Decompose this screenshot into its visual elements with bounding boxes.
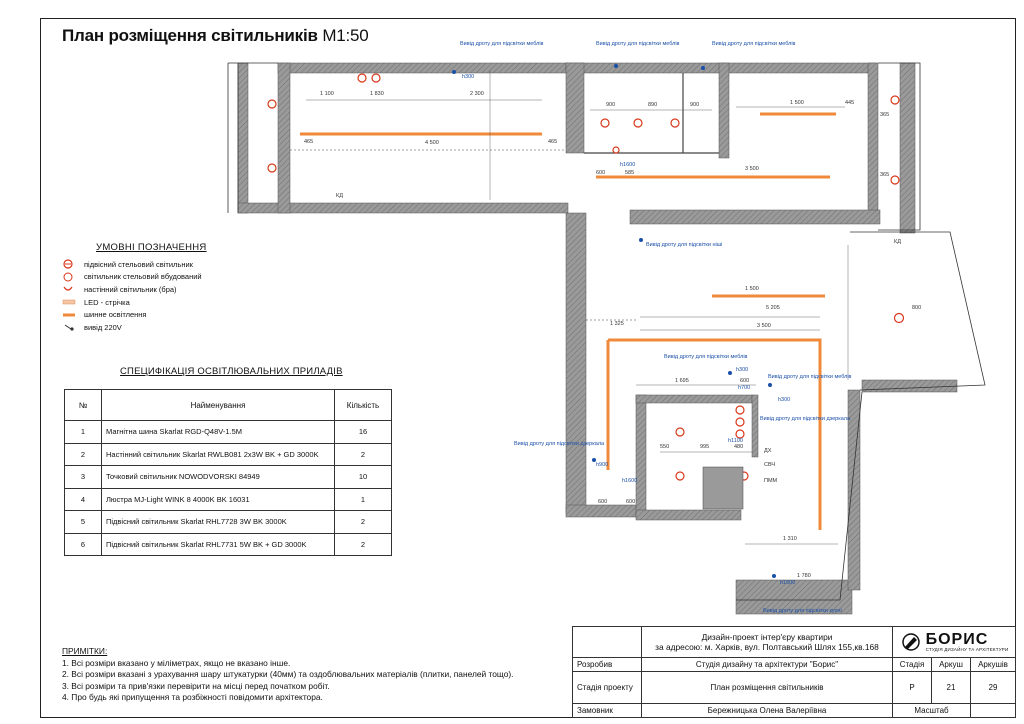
svg-text:585: 585 xyxy=(625,170,635,176)
note-item: 3. Всі розміри та прив'язки перевірити на місці перед початком робіт. xyxy=(62,680,330,691)
table-row: 2 Настінний світильник Skarlat RWLB081 2x3W BK + GD 3000K 2 xyxy=(65,443,392,466)
svg-text:445: 445 xyxy=(845,100,855,106)
developed-label: Розробив xyxy=(573,658,642,672)
wire-label-bedroom: Вивід дроту для підсвітки меблів xyxy=(712,41,796,47)
wire-label-living: Вивід дроту для підсвітки меблів xyxy=(460,41,544,47)
height-h300-c: h300 xyxy=(778,397,791,403)
sheets-col: Аркушів xyxy=(971,658,1016,672)
spec-col-no: № xyxy=(65,390,102,421)
svg-text:1 310: 1 310 xyxy=(783,536,797,542)
label-svch: СВЧ xyxy=(764,462,776,468)
wire-label-mirror-2: Вивід дроту для підсвітки дзеркала xyxy=(514,441,605,447)
svg-text:3 500: 3 500 xyxy=(745,166,759,172)
developed-value: Студія дизайну та архітектури "Борис" xyxy=(642,658,893,672)
svg-text:900: 900 xyxy=(690,102,700,108)
svg-text:465: 465 xyxy=(548,139,558,145)
spec-col-qty: Кількість xyxy=(335,390,392,421)
table-row: 6 Підвісний світильник Skarlat RHL7731 5W BK + GD 3000K 2 xyxy=(65,533,392,556)
legend-item xyxy=(62,321,202,334)
svg-text:480: 480 xyxy=(734,444,744,450)
svg-text:4 500: 4 500 xyxy=(425,140,439,146)
note-item: 1. Всі розміри вказано у міліметрах, якщо не вказано інше. xyxy=(62,657,291,668)
svg-text:600: 600 xyxy=(740,378,750,384)
project-line-2: за адресою: м. Харків, вул. Полтавський Шлях 155,кв.168 xyxy=(655,642,879,653)
svg-text:1 830: 1 830 xyxy=(370,91,384,97)
legend-label: LED - стрічка xyxy=(84,297,130,307)
svg-text:1 325: 1 325 xyxy=(610,321,624,327)
svg-text:1 100: 1 100 xyxy=(320,91,334,97)
wire-label-kitchen: Вивід дроту для підсвітки кухні xyxy=(763,608,842,614)
logo-name: БОРИС xyxy=(925,631,989,649)
legend xyxy=(62,258,202,334)
svg-text:600: 600 xyxy=(626,499,636,505)
legend-label: вивід 220V xyxy=(84,322,122,332)
legend-item xyxy=(62,258,202,271)
power-outlet-icon xyxy=(62,322,84,332)
track-light-icon xyxy=(62,310,84,320)
spec-heading: СПЕЦИФІКАЦІЯ ОСВІТЛЮВАЛЬНИХ ПРИЛАДІВ xyxy=(120,366,343,377)
svg-text:465: 465 xyxy=(304,139,314,145)
legend-label: підвісний стельовий світильник xyxy=(84,259,193,269)
title-scale: М1:50 xyxy=(322,26,369,45)
client-label: Замовник xyxy=(573,703,642,717)
table-row: 3 Точковий світильник NOWODVORSKI 84949 10 xyxy=(65,466,392,489)
legend-heading: УМОВНІ ПОЗНАЧЕННЯ xyxy=(96,242,207,253)
svg-text:3 500: 3 500 xyxy=(757,323,771,329)
height-h300-b: h300 xyxy=(736,367,749,373)
legend-item xyxy=(62,271,202,284)
height-h700: h700 xyxy=(738,385,751,391)
height-h1100: h1100 xyxy=(728,438,743,444)
height-h300-a: h300 xyxy=(462,74,475,80)
note-item: 4. Про будь які припущення та розбіжності повідомити архітектора. xyxy=(62,692,323,702)
table-row: 5 Підвісний світильник Skarlat RHL7728 3W BK 3000K 2 xyxy=(65,511,392,534)
spec-col-name: Найменування xyxy=(102,390,335,421)
led-strip-icon xyxy=(62,297,84,307)
label-kd-a: КД xyxy=(336,193,343,199)
label-pmm: ПММ xyxy=(764,478,778,484)
svg-text:890: 890 xyxy=(648,102,658,108)
pendant-ceiling-light-icon xyxy=(62,259,84,269)
svg-text:365: 365 xyxy=(880,112,890,118)
svg-text:5 205: 5 205 xyxy=(766,305,780,311)
recessed-ceiling-light-icon xyxy=(62,272,84,282)
svg-text:550: 550 xyxy=(660,444,670,450)
legend-item xyxy=(62,296,202,309)
svg-text:600: 600 xyxy=(596,170,606,176)
svg-text:600: 600 xyxy=(598,499,608,505)
height-h1600-b: h1600 xyxy=(622,478,638,484)
svg-text:1 500: 1 500 xyxy=(745,286,759,292)
sheet-col: Аркуш xyxy=(932,658,971,672)
svg-text:1 780: 1 780 xyxy=(797,573,811,579)
wire-label-hall: Вивід дроту для підсвітки меблів xyxy=(664,354,748,360)
wire-label-hall-2: Вивід дроту для підсвітки меблів xyxy=(768,374,852,380)
svg-text:1 500: 1 500 xyxy=(790,100,804,106)
legend-label: світильник стельовий вбудований xyxy=(84,272,202,282)
wall-sconce-icon xyxy=(62,284,84,294)
svg-text:900: 900 xyxy=(606,102,616,108)
stage-col: Стадія xyxy=(893,658,932,672)
studio-logo xyxy=(893,632,1015,652)
stage-value: Р xyxy=(893,672,932,703)
legend-item xyxy=(62,283,202,296)
notes xyxy=(62,646,514,704)
legend-item xyxy=(62,308,202,321)
height-h900: h900 xyxy=(596,462,609,468)
legend-label: настінний світильник (бра) xyxy=(84,284,177,294)
logo-icon xyxy=(900,633,922,651)
note-item: 2. Всі розміри вказані з урахування шару штукатурки (40мм) та оздоблювальних матеріалів (плитки, панелей тощо). xyxy=(62,669,514,679)
stage-label: Стадія проекту xyxy=(573,672,642,703)
svg-text:365: 365 xyxy=(880,172,890,178)
table-row: 1 Магнітна шина Skarlat RGD-Q48V-1.5M 16 xyxy=(65,421,392,444)
height-h1600-a: h1600 xyxy=(620,162,636,168)
title-block xyxy=(572,626,1016,718)
sheet-title: План розміщення світильників xyxy=(642,672,893,703)
wire-label-mirror: Вивід дроту для підсвітки дзеркала xyxy=(760,416,851,422)
wire-label-niche: Вивід дроту для підсвітки ніші xyxy=(646,242,723,248)
label-kd-b: КД xyxy=(894,239,901,245)
logo-subtitle: СТУДІЯ ДИЗАЙНУ ТА АРХІТЕКТУРИ xyxy=(925,647,1009,653)
sheets-value: 29 xyxy=(971,672,1016,703)
svg-text:995: 995 xyxy=(700,444,710,450)
title-text: План розміщення світильників xyxy=(62,26,318,45)
spec-table xyxy=(64,389,392,556)
scale-label: Масштаб xyxy=(893,703,971,717)
svg-text:800: 800 xyxy=(912,305,922,311)
label-dkh: ДХ xyxy=(764,448,772,454)
wire-label-wardrobe: Вивід дроту для підсвітки меблів xyxy=(596,41,680,47)
height-h1500: h1500 xyxy=(780,580,796,586)
legend-label: шинне освітлення xyxy=(84,310,147,320)
sheet-value: 21 xyxy=(932,672,971,703)
table-row: 4 Люстра MJ-Light WINK 8 4000K BK 16031 1 xyxy=(65,488,392,511)
svg-text:1 695: 1 695 xyxy=(675,378,689,384)
project-line-1: Дизайн-проект інтер'єру квартири xyxy=(701,632,833,643)
notes-heading: ПРИМІТКИ: xyxy=(62,646,108,656)
client-value: Бережницька Олена Валеріївна xyxy=(642,703,893,717)
svg-text:2 300: 2 300 xyxy=(470,91,484,97)
